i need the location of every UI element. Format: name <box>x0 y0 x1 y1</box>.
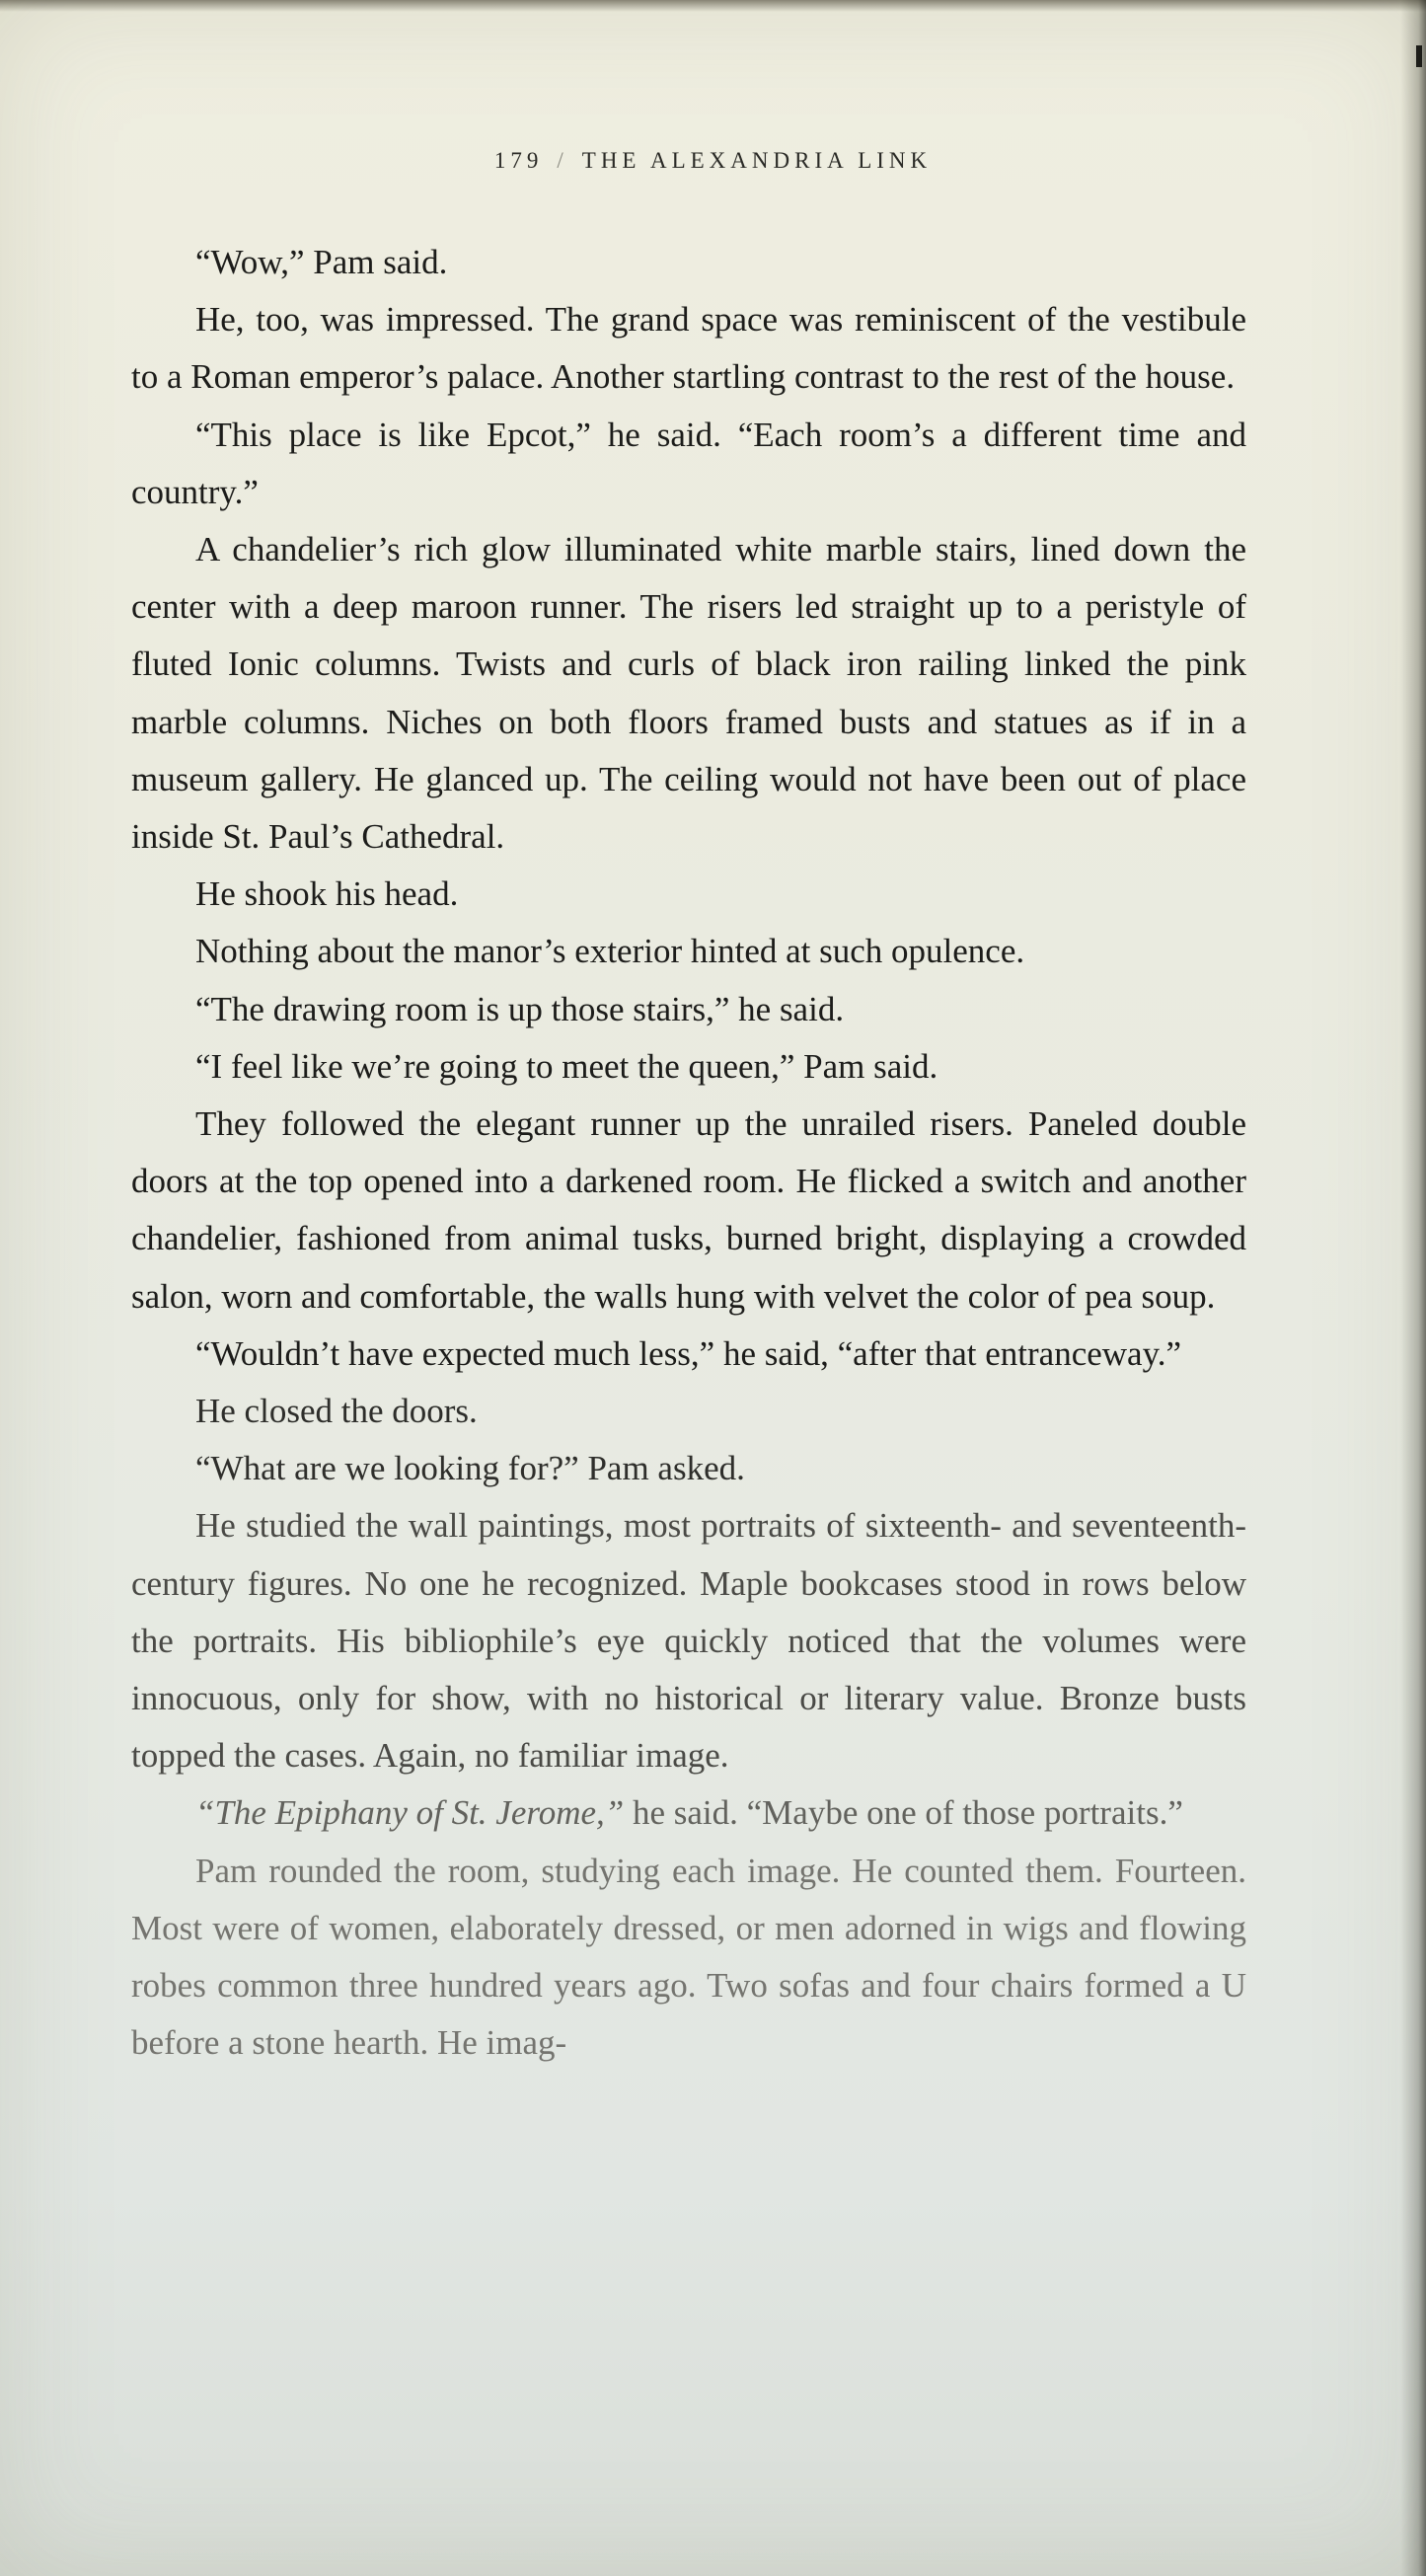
page-top-shadow <box>0 0 1426 12</box>
paragraph-text: he said. “Maybe one of those portraits.” <box>624 1793 1183 1833</box>
paragraph: “Wouldn’t have expected much less,” he said, “after that entranceway.” <box>195 1333 1182 1373</box>
paragraph: Pam rounded the room, studying each image. He counted them. Fourteen. Most were of women, elaborately dressed, or men adorned in wigs and flowing robes common three hundred years ago. Two sofas and four chairs formed a U before a stone hearth. He imag- <box>131 1851 1246 2063</box>
running-head <box>0 148 1426 174</box>
paragraph: “The drawing room is up those stairs,” he said. <box>195 989 845 1028</box>
paragraph: A chandelier’s rich glow illuminated white marble stairs, lined down the center with a deep maroon runner. The risers led straight up to a peristyle of fluted Ionic columns. Twists and curls of black iron railing linked the pink marble columns. Niches on both floors framed busts and statues as if in a museum gallery. He glanced up. The ceiling would not have been out of place inside St. Paul’s Cathedral. <box>131 530 1246 857</box>
paragraph: “What are we looking for?” Pam asked. <box>195 1449 745 1488</box>
paragraph: He, too, was impressed. The grand space was reminiscent of the vestibule to a Roman emperor’s palace. Another startling contrast to the rest of the house. <box>131 300 1246 397</box>
book-title: THE ALEXANDRIA LINK <box>581 148 933 173</box>
italic-title: “The Epiphany of St. Jerome,” <box>195 1793 625 1833</box>
paragraph: “Wow,” Pam said. <box>195 243 448 281</box>
page-edge-shadow <box>1400 0 1426 2576</box>
paragraph <box>131 1784 1246 1842</box>
paragraph: He shook his head. <box>195 874 459 914</box>
paragraph: He closed the doors. <box>195 1392 478 1431</box>
paragraph: They followed the elegant runner up the unrailed risers. Paneled double doors at the top opened into a darkened room. He flicked a switch and another chandelier, fashioned from animal tusks, burned bright, displaying a crowded salon, worn and comfortable, the walls hung with velvet the color of pea soup. <box>131 1104 1246 1316</box>
paragraph: “This place is like Epcot,” he said. “Each room’s a different time and country.” <box>131 415 1246 511</box>
paragraph: He studied the wall paintings, most portraits of sixteenth- and seventeenth-century figures. No one he recognized. Maple bookcases stood in rows below the portraits. His bibliophile’s eye quickly noticed that the volumes were innocuous, only for show, with no historical or literary value. Bronze busts topped the cases. Again, no familiar image. <box>131 1506 1246 1776</box>
body-text <box>131 234 1246 2073</box>
header-separator: / <box>557 148 568 173</box>
paragraph: Nothing about the manor’s exterior hinted at such opulence. <box>195 932 1025 971</box>
page-number: 179 <box>493 148 544 173</box>
paragraph: “I feel like we’re going to meet the queen,” Pam said. <box>195 1046 938 1086</box>
